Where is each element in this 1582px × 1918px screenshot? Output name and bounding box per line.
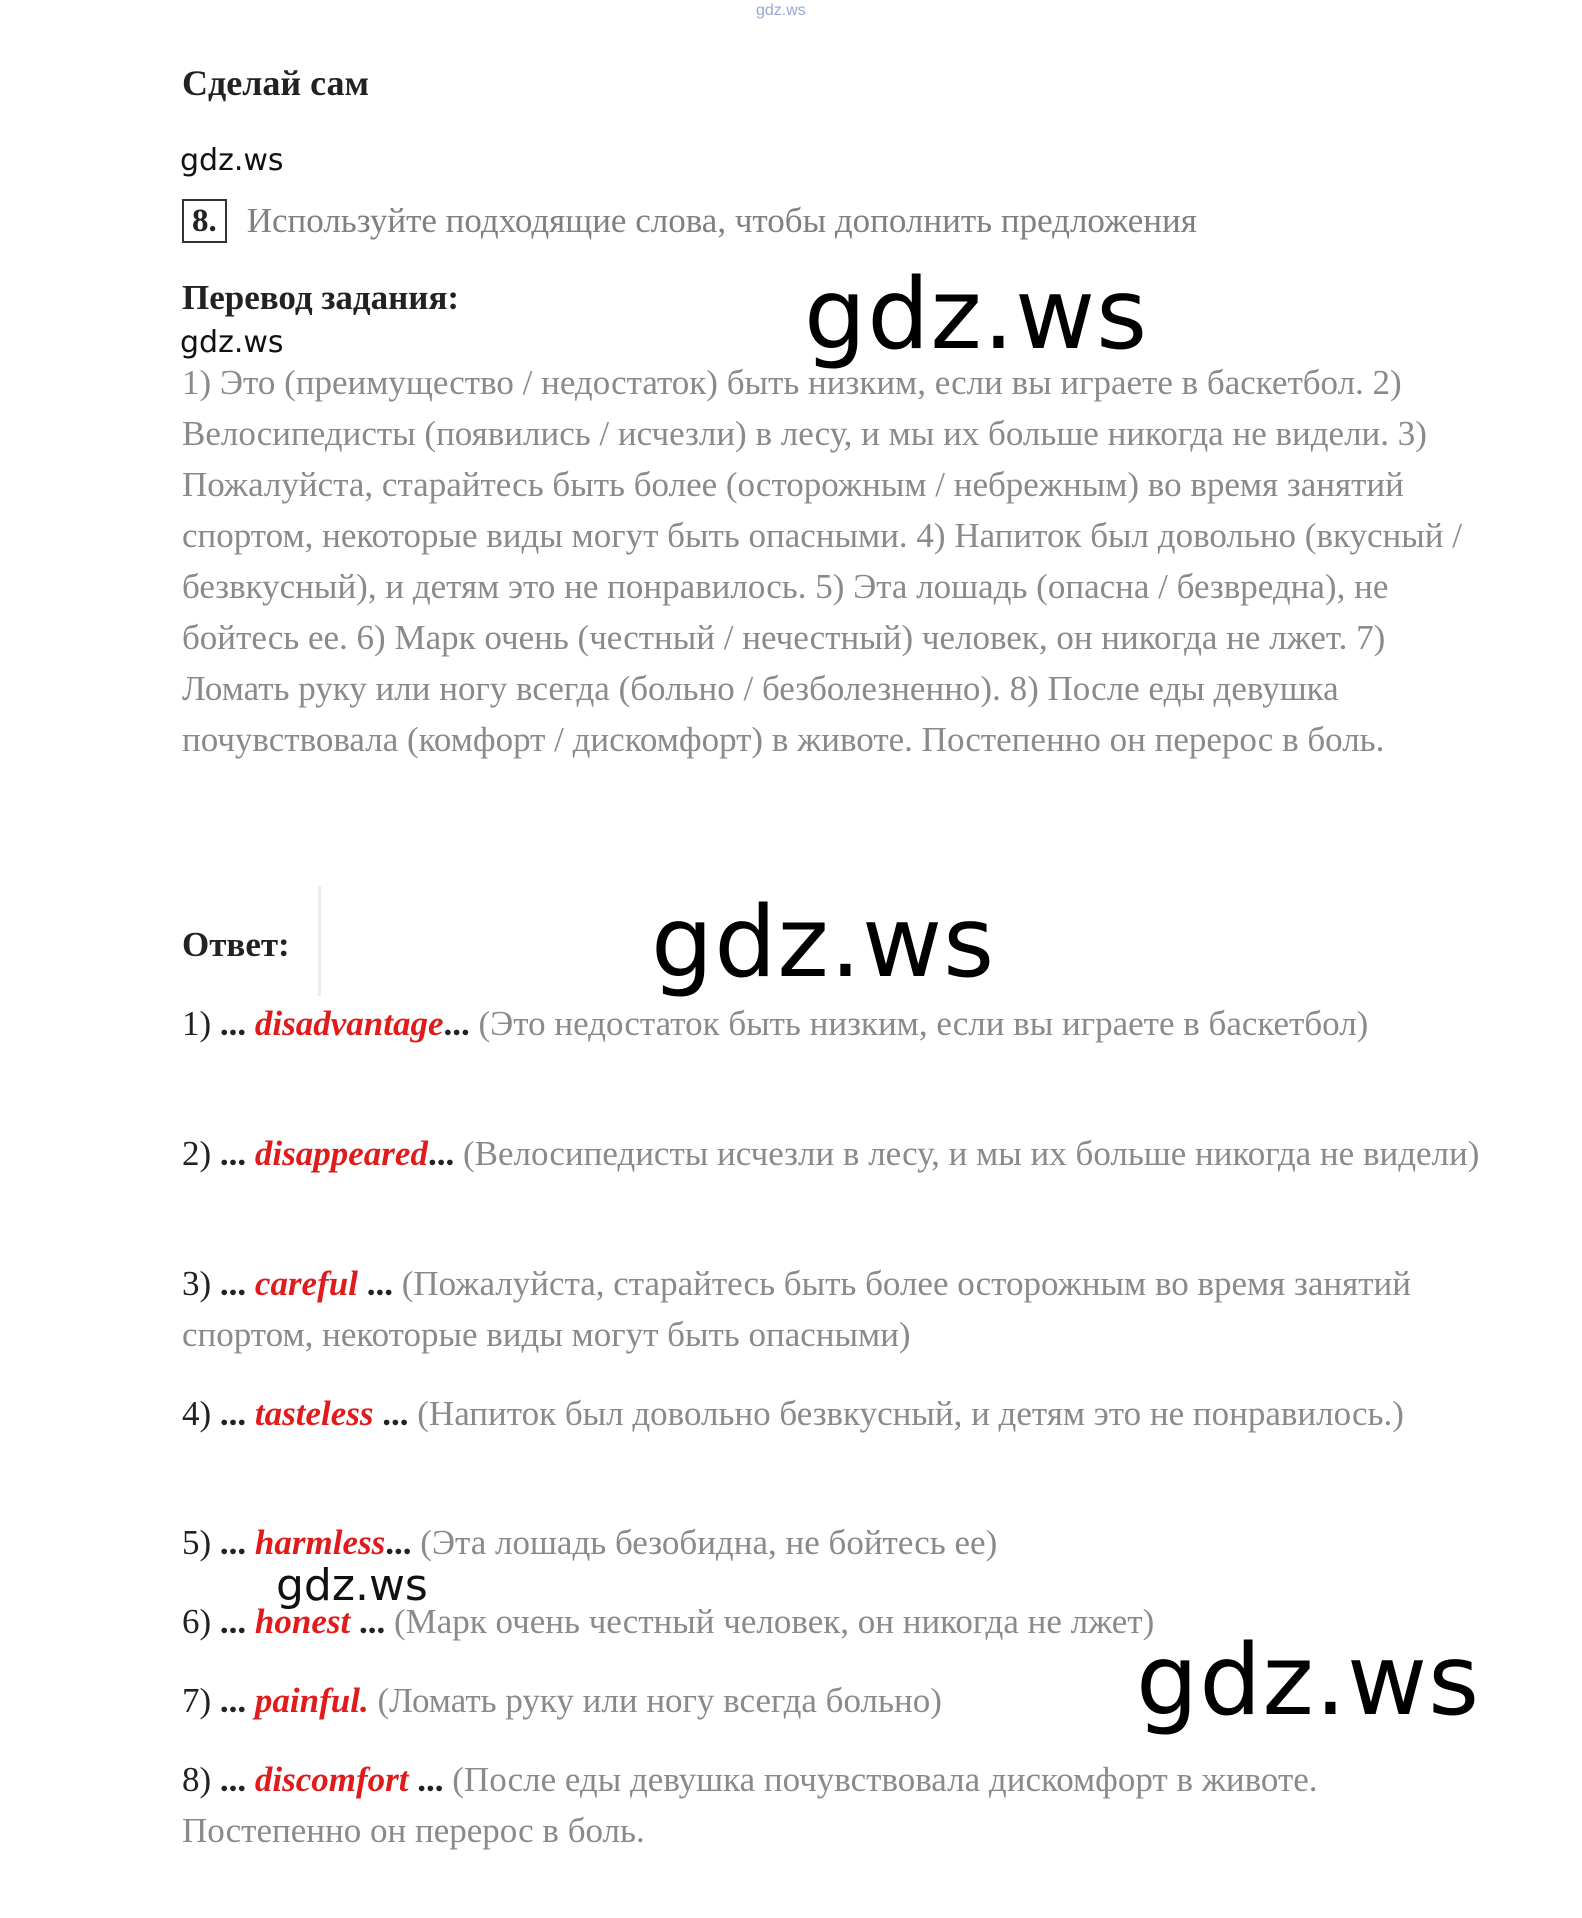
task-instruction: Используйте подходящие слова, чтобы дополнить предложения	[246, 201, 1197, 240]
answer-translation: (После еды девушка почувствовала дискомфорт в животе. Постепенно он перерос в боль.	[182, 1760, 1318, 1850]
answer-item	[182, 1388, 1482, 1439]
translation-text: 1) Это (преимущество / недостаток) быть низким, если вы играете в баскетбол. 2) Велосипедисты (появились / исчезли) в лесу, и мы их больше никогда не видели. 3) Пожалуйста, старайтесь быть более (осторожным / небрежным) во время занятий спортом, некоторые виды могут быть опасными. 4) Напиток был довольно (вкусный / безвкусный), и детям это не понравилось. 5) Эта лошадь (опасна / безвредна), не бойтесь ее. 6) Марк очень (честный / нечестный) человек, он никогда не лжет. 7) Ломать руку или ногу всегда (больно / безболезненно). 8) После еды девушка почувствовала (комфорт / дискомфорт) в животе. Постепенно он перерос в боль.	[182, 363, 1462, 759]
watermark-small: gdz.ws	[276, 1560, 428, 1611]
faint-bracket	[318, 886, 326, 996]
answer-number: 3)	[182, 1264, 212, 1303]
task-header	[182, 199, 1197, 243]
answer-item	[182, 1258, 1482, 1360]
answer-item	[182, 1128, 1482, 1179]
answer-translation: (Эта лошадь безобидна, не бойтесь ее)	[420, 1523, 998, 1562]
answer-item	[182, 998, 1482, 1049]
answer-item	[182, 1754, 1482, 1856]
answer-translation: (Марк очень честный человек, он никогда не лжет)	[393, 1602, 1155, 1641]
answer-number: 4)	[182, 1394, 212, 1433]
translation-label: Перевод задания:	[182, 278, 460, 317]
task-number: 8.	[182, 199, 227, 243]
answer-word: careful	[254, 1264, 358, 1303]
answer-number: 5)	[182, 1523, 212, 1562]
answer-word: disadvantage	[254, 1004, 444, 1043]
watermark-big: gdz.ws	[1136, 1624, 1481, 1738]
answer-translation: (Это недостаток быть низким, если вы играете в баскетбол)	[478, 1004, 1369, 1043]
watermark-big: gdz.ws	[804, 258, 1149, 372]
answer-dots: ...	[211, 1264, 255, 1303]
answer-number: 7)	[182, 1681, 212, 1720]
answer-dots: ...	[211, 1523, 255, 1562]
answer-word: honest	[254, 1602, 351, 1641]
answer-dots: ...	[350, 1602, 394, 1641]
watermark-small: gdz.ws	[180, 325, 284, 360]
answer-dots: ...	[211, 1134, 255, 1173]
answer-number: 1)	[182, 1004, 212, 1043]
answer-dots: ...	[211, 1681, 255, 1720]
answer-dots: ...	[408, 1760, 453, 1799]
answer-number: 8)	[182, 1760, 212, 1799]
answer-word: harmless	[254, 1523, 386, 1562]
answer-translation: (Пожалуйста, старайтесь быть более осторожным во время занятий спортом, некоторые виды могут быть опасными)	[182, 1264, 1411, 1354]
answer-dots: ...	[385, 1523, 421, 1562]
section-title: Сделай сам	[182, 63, 370, 103]
answer-dots: ...	[443, 1004, 479, 1043]
answer-number: 2)	[182, 1134, 212, 1173]
answer-translation: (Велосипедисты исчезли в лесу, и мы их больше никогда не видели)	[462, 1134, 1480, 1173]
answer-word: tasteless	[254, 1394, 374, 1433]
answer-dots: ...	[427, 1134, 463, 1173]
answer-dots: ...	[211, 1004, 255, 1043]
answer-word: disappeared	[254, 1134, 428, 1173]
answer-dots: ...	[211, 1602, 255, 1641]
header-watermark: gdz.ws	[756, 2, 806, 19]
answer-label: Ответ:	[182, 925, 290, 964]
answer-dots: ...	[211, 1760, 255, 1799]
answer-dots: ...	[211, 1394, 255, 1433]
watermark-small: gdz.ws	[180, 143, 284, 178]
answer-translation: (Ломать руку или ногу всегда больно)	[377, 1681, 942, 1720]
answer-word: painful.	[254, 1681, 369, 1720]
answer-word: discomfort	[254, 1760, 409, 1799]
answer-dots: ...	[357, 1264, 402, 1303]
watermark-big: gdz.ws	[651, 886, 996, 1000]
answer-dots: ...	[373, 1394, 418, 1433]
answer-translation: (Напиток был довольно безвкусный, и детям это не понравилось.)	[417, 1394, 1404, 1433]
answer-number: 6)	[182, 1602, 212, 1641]
